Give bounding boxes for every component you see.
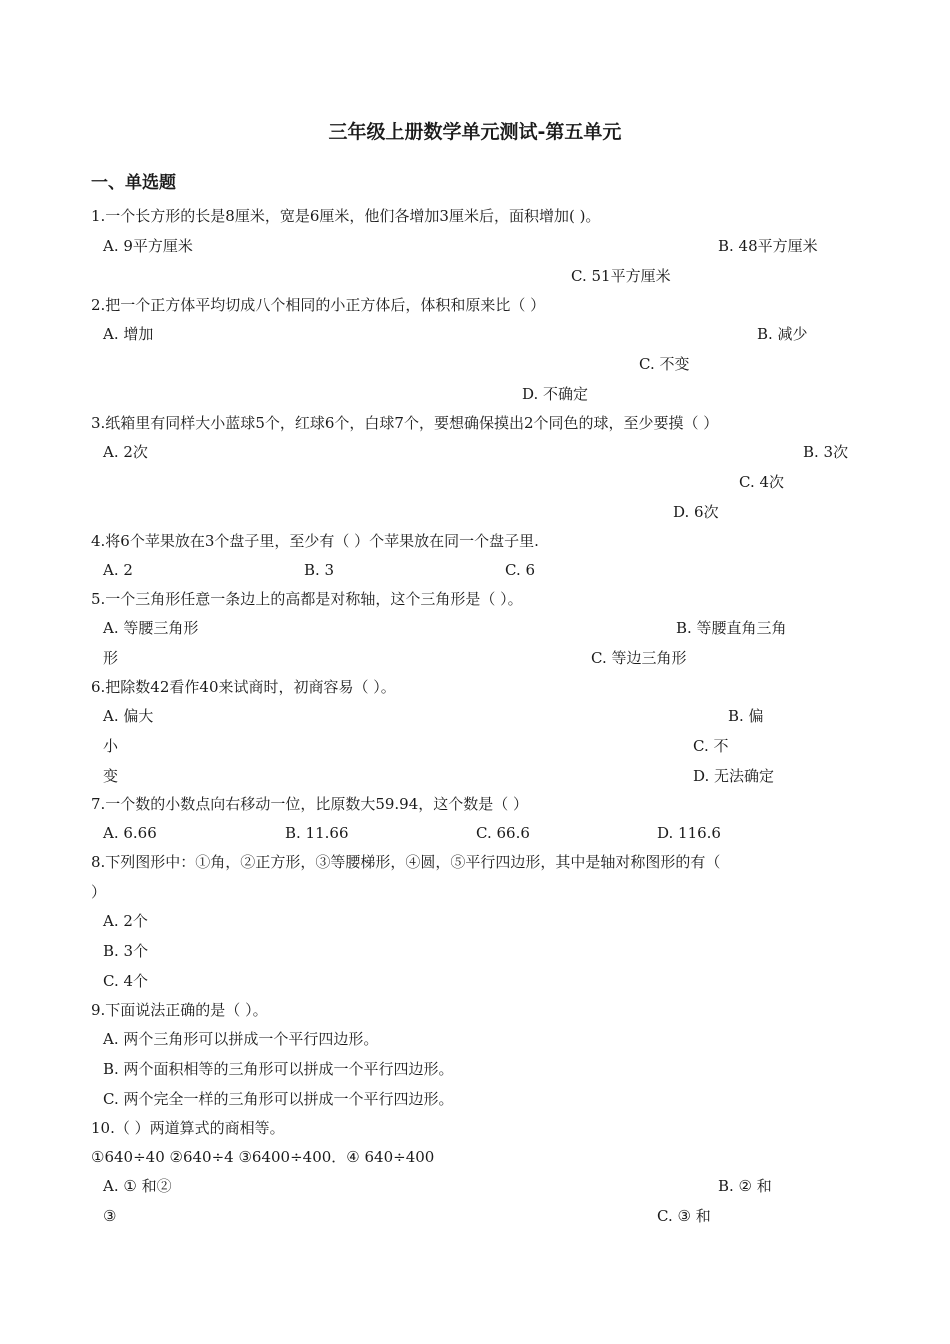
option-a[interactable]: A. 6.66 bbox=[103, 824, 157, 842]
option-c[interactable]: C. 6 bbox=[505, 561, 536, 579]
question-stem: 8.下列图形中：①角，②正方形，③等腰梯形，④圆，⑤平行四边形，其中是轴对称图形的有（ bbox=[91, 853, 721, 871]
question-stem: 1.一个长方形的长是8厘米，宽是6厘米，他们各增加3厘米后，面积增加( )。 bbox=[91, 207, 601, 225]
option-b-wrap[interactable]: ③ bbox=[103, 1207, 117, 1225]
option-c[interactable]: C. 66.6 bbox=[476, 824, 530, 842]
option-a[interactable]: A. 等腰三角形 bbox=[103, 619, 199, 637]
option-b[interactable]: B. 等腰直角三角 bbox=[676, 619, 787, 637]
option-b[interactable]: B. 11.66 bbox=[285, 824, 349, 842]
option-d[interactable]: D. 不确定 bbox=[522, 385, 589, 403]
page-title: 三年级上册数学单元测试-第五单元 bbox=[328, 121, 622, 143]
option-b[interactable]: B. 3个 bbox=[103, 942, 149, 960]
option-c[interactable]: C. 等边三角形 bbox=[591, 649, 687, 667]
option-c[interactable]: C. 4次 bbox=[739, 473, 785, 491]
question-stem-expressions: ①640÷40 ②640÷4 ③6400÷400．④ 640÷400 bbox=[91, 1148, 435, 1166]
question-stem-continued: ） bbox=[91, 883, 107, 901]
question-stem: 10.（ ）两道算式的商相等。 bbox=[91, 1119, 285, 1137]
option-c[interactable]: C. ③ 和 bbox=[657, 1207, 711, 1225]
option-b[interactable]: B. 偏 bbox=[728, 707, 764, 725]
option-b[interactable]: B. 3 bbox=[304, 561, 335, 579]
option-d[interactable]: D. 6次 bbox=[673, 503, 719, 521]
option-c[interactable]: C. 不 bbox=[693, 737, 729, 755]
option-a[interactable]: A. ① 和② bbox=[103, 1177, 172, 1195]
option-b[interactable]: B. ② 和 bbox=[718, 1177, 772, 1195]
option-c[interactable]: C. 4个 bbox=[103, 972, 149, 990]
question-stem: 6.把除数42看作40来试商时，初商容易（ ）。 bbox=[91, 678, 396, 696]
option-c[interactable]: C. 51平方厘米 bbox=[571, 267, 671, 285]
option-a[interactable]: A. 9平方厘米 bbox=[103, 237, 193, 255]
option-a[interactable]: A. 2个 bbox=[103, 912, 148, 930]
question-stem: 9.下面说法正确的是（ ）。 bbox=[91, 1001, 268, 1019]
option-b[interactable]: B. 两个面积相等的三角形可以拼成一个平行四边形。 bbox=[103, 1060, 454, 1078]
option-b[interactable]: B. 48平方厘米 bbox=[718, 237, 818, 255]
option-b-wrap[interactable]: 小 bbox=[103, 737, 119, 755]
option-b-wrap[interactable]: 形 bbox=[103, 649, 119, 667]
option-a[interactable]: A. 2次 bbox=[103, 443, 148, 461]
option-c-wrap[interactable]: 变 bbox=[103, 767, 119, 785]
option-c[interactable]: C. 两个完全一样的三角形可以拼成一个平行四边形。 bbox=[103, 1090, 454, 1108]
question-stem: 3.纸箱里有同样大小蓝球5个，红球6个，白球7个，要想确保摸出2个同色的球，至少要摸（ ） bbox=[91, 414, 719, 432]
question-stem: 2.把一个正方体平均切成八个相同的小正方体后，体积和原来比（ ） bbox=[91, 296, 546, 314]
option-a[interactable]: A. 增加 bbox=[103, 325, 154, 343]
option-d[interactable]: D. 无法确定 bbox=[693, 767, 775, 785]
question-stem: 7.一个数的小数点向右移动一位，比原数大59.94，这个数是（ ） bbox=[91, 795, 529, 813]
question-stem: 5.一个三角形任意一条边上的高都是对称轴，这个三角形是（ ）。 bbox=[91, 590, 523, 608]
option-b[interactable]: B. 3次 bbox=[803, 443, 849, 461]
option-b[interactable]: B. 减少 bbox=[757, 325, 808, 343]
section-heading: 一、单选题 bbox=[91, 173, 176, 193]
option-a[interactable]: A. 两个三角形可以拼成一个平行四边形。 bbox=[103, 1030, 379, 1048]
option-a[interactable]: A. 偏大 bbox=[103, 707, 154, 725]
option-a[interactable]: A. 2 bbox=[103, 561, 133, 579]
option-c[interactable]: C. 不变 bbox=[639, 355, 690, 373]
option-d[interactable]: D. 116.6 bbox=[657, 824, 721, 842]
question-stem: 4.将6个苹果放在3个盘子里，至少有（ ）个苹果放在同一个盘子里. bbox=[91, 532, 539, 550]
